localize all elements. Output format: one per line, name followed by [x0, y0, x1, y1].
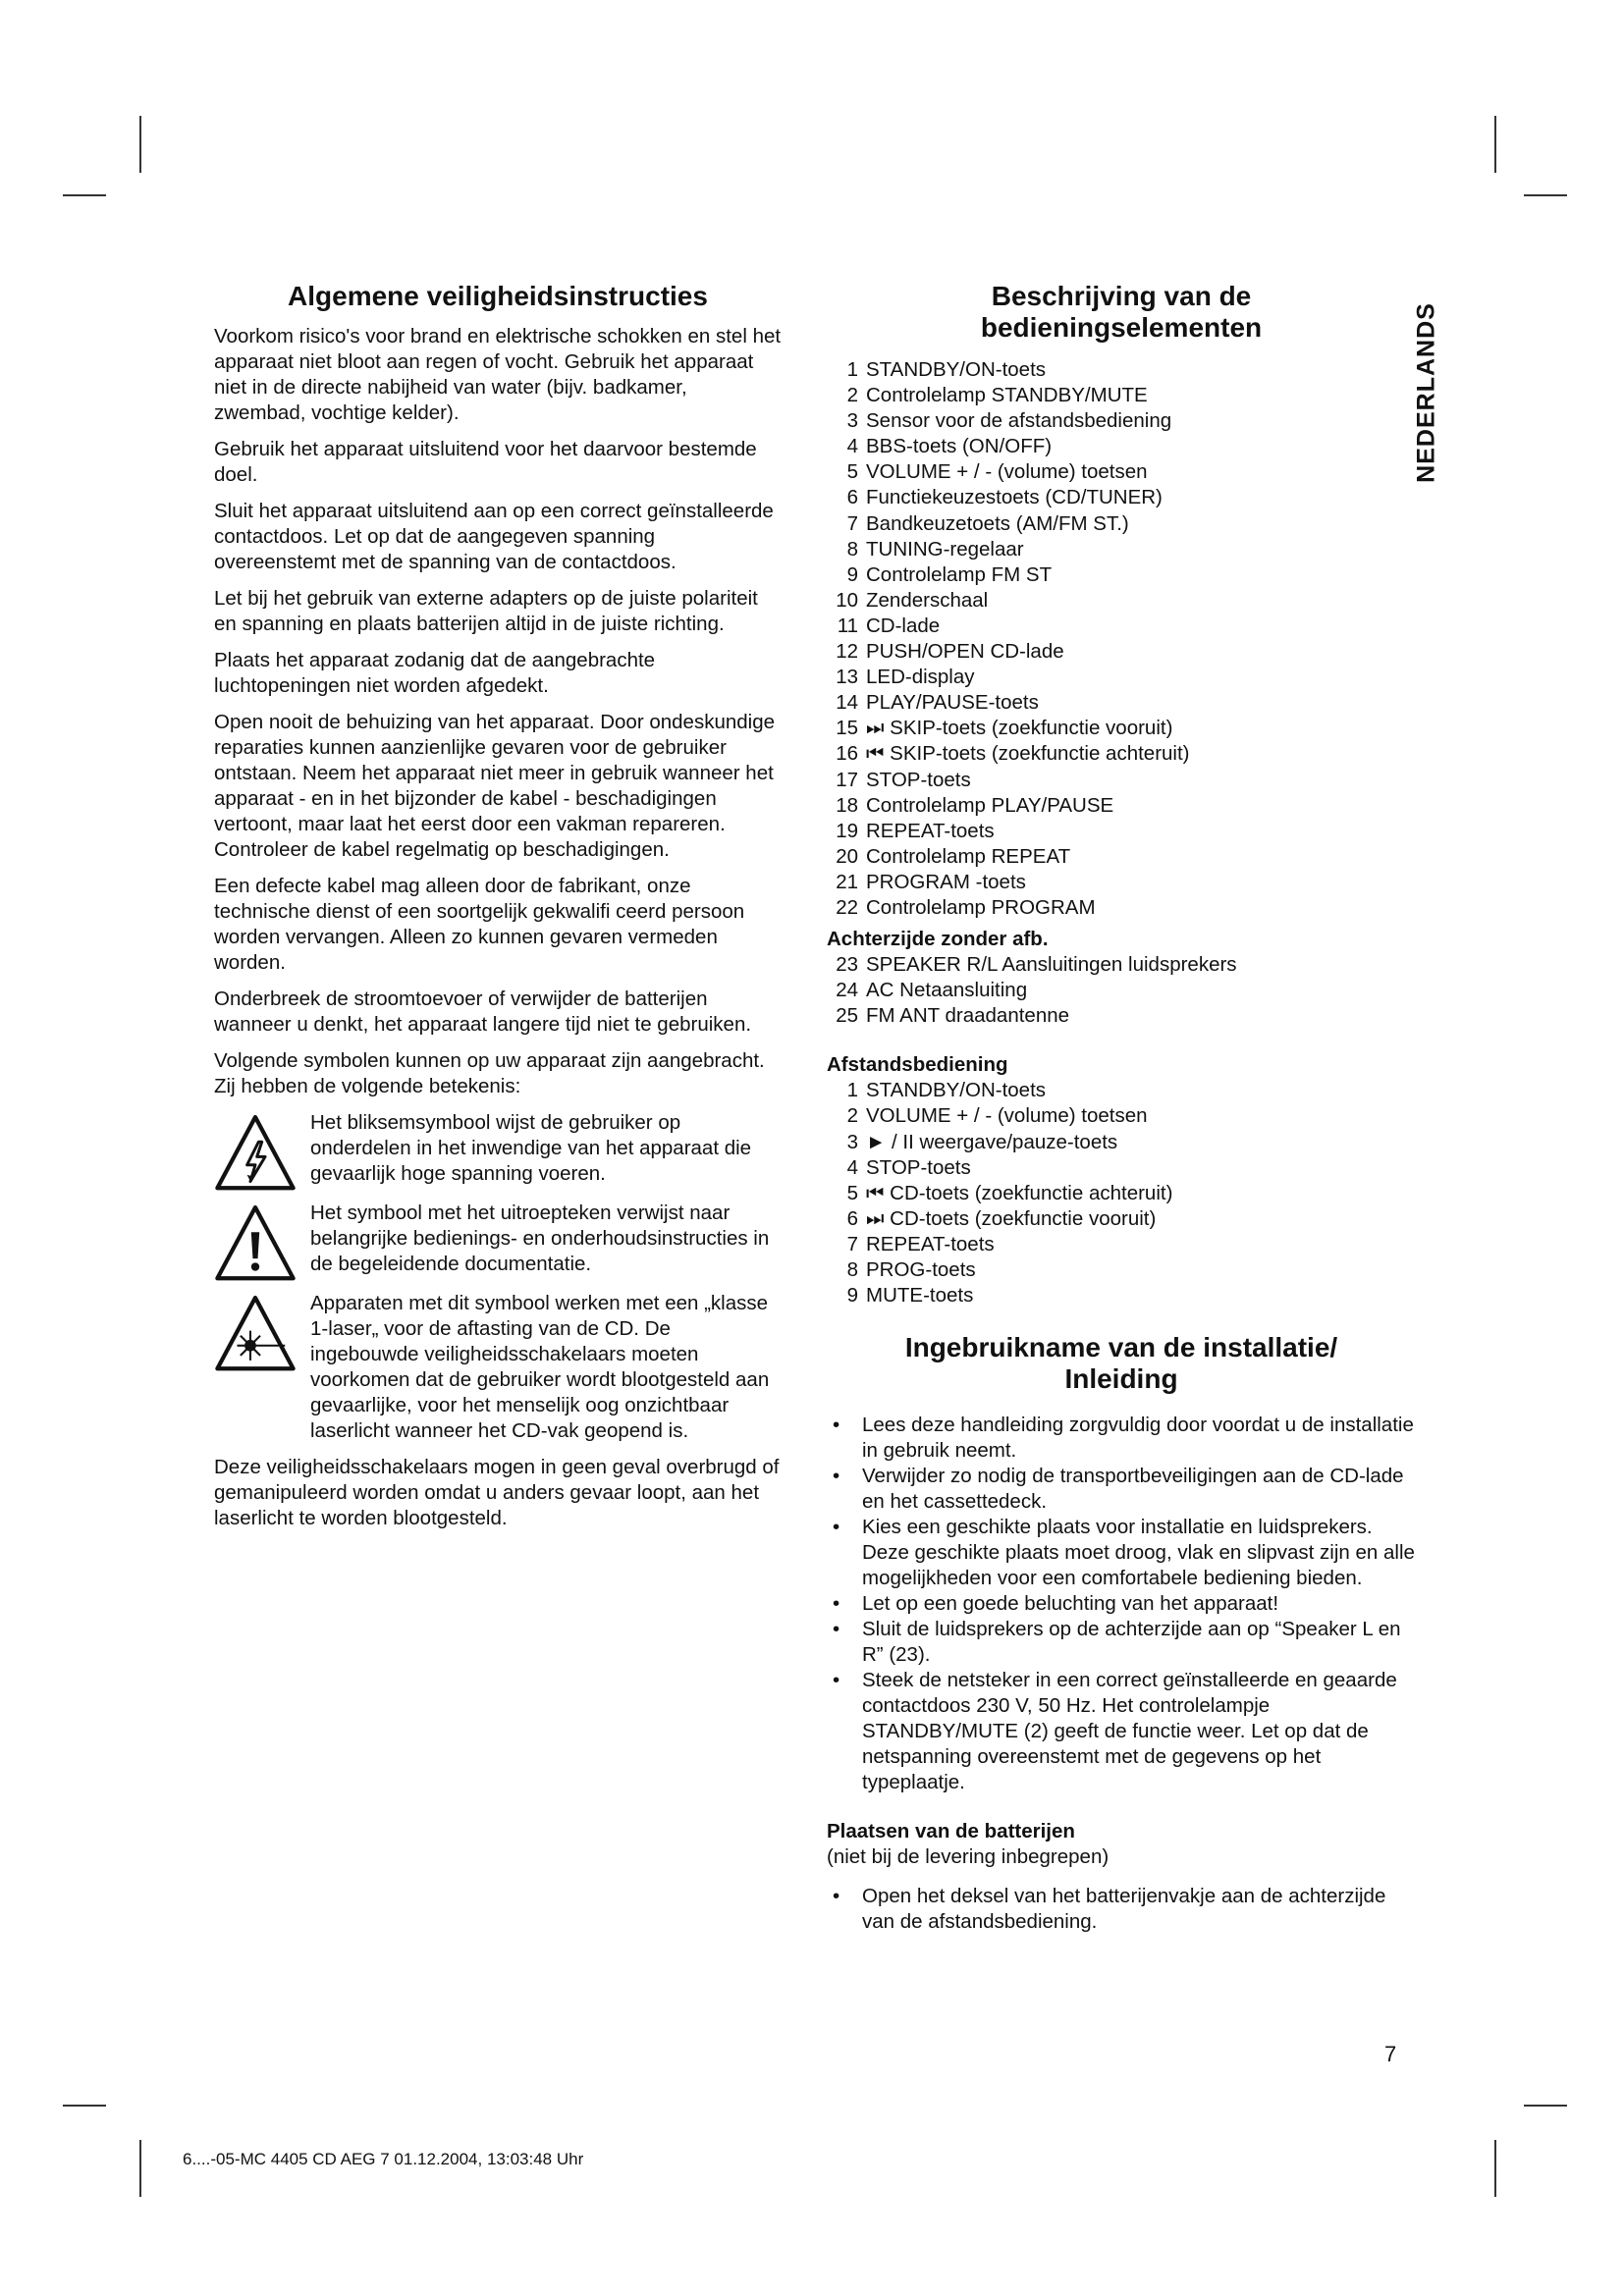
control-item — [827, 639, 1416, 665]
item-text: CD-lade — [866, 614, 941, 637]
item-number: 8 — [846, 1258, 858, 1281]
remote-item — [827, 1232, 1416, 1257]
item-text: VOLUME + / - (volume) toetsen — [866, 1104, 1148, 1128]
control-item — [827, 408, 1416, 434]
safety-paragraph: Sluit het apparaat uitsluitend aan op een correct geïnstalleerde contactdoos. Let op dat de aangegeven spanning overeenstemt met de spanning van de contactdoos. — [214, 500, 774, 573]
remote-item — [827, 1130, 1416, 1155]
item-number: 4 — [846, 435, 858, 458]
controls-list — [827, 357, 1416, 921]
item-text: PROGRAM -toets — [866, 870, 1026, 893]
item-number: 20 — [836, 844, 858, 868]
symbol-row-lightning — [214, 1110, 782, 1195]
control-item — [827, 562, 1416, 588]
item-number: 2 — [846, 1104, 858, 1128]
item-number: 6 — [846, 1206, 858, 1230]
item-number: 2 — [846, 384, 858, 407]
remote-item — [827, 1181, 1416, 1206]
item-text: Controlelamp REPEAT — [866, 844, 1071, 868]
item-text: PUSH/OPEN CD-lade — [866, 640, 1064, 664]
safety-paragraph: Voorkom risico's voor brand en elektrische schokken en stel het apparaat niet bloot aan regen of vocht. Gebruik het apparaat niet in de directe nabijheid van water (bijv. badkamer, zwembad, vochtige kelder). — [214, 325, 782, 424]
safety-paragraph: Een defecte kabel mag alleen door de fabrikant, onze technische dienst of een soortgelijk gekwalifi ceerd persoon worden vervangen. Alleen zo kunnen gevaren vermeden worden. — [214, 875, 745, 974]
item-text: ⏮ CD-toets (zoekfunctie achteruit) — [866, 1181, 1173, 1204]
safety-paragraph: Volgende symbolen kunnen op uw apparaat zijn aangebracht. Zij hebben de volgende betekenis: — [214, 1049, 765, 1097]
remote-item — [827, 1078, 1416, 1103]
safety-paragraph: Plaats het apparaat zodanig dat de aangebrachte luchtopeningen niet worden afgedekt. — [214, 649, 656, 697]
item-text: FM ANT draadantenne — [866, 1004, 1070, 1028]
item-number: 1 — [846, 1079, 858, 1102]
control-item — [827, 485, 1416, 510]
item-number: 3 — [846, 1130, 858, 1153]
language-tab — [1404, 285, 1449, 501]
item-number: 15 — [836, 717, 858, 740]
symbol-row-laser — [214, 1291, 782, 1444]
item-text: PROG-toets — [866, 1258, 976, 1281]
remote-list — [827, 1078, 1416, 1308]
back-side-list — [827, 952, 1416, 1029]
control-item — [827, 819, 1416, 844]
remote-item — [827, 1155, 1416, 1181]
item-text: ⏭ SKIP-toets (zoekfunctie vooruit) — [866, 717, 1173, 740]
laser-warning-icon — [214, 1293, 297, 1375]
item-number: 6 — [846, 486, 858, 509]
item-number: 13 — [836, 666, 858, 689]
item-number: 16 — [836, 742, 858, 766]
control-item — [827, 614, 1416, 639]
item-number: 24 — [836, 979, 858, 1002]
install-bullet: • Sluit de luidsprekers op de achterzijde aan op “Speaker L en R” (23). — [827, 1617, 1416, 1668]
print-footer: 6....-05-MC 4405 CD AEG 7 01.12.2004, 13:03:48 Uhr — [183, 2150, 584, 2168]
item-text: ► / II weergave/pauze-toets — [866, 1130, 1118, 1153]
controls-title-line2: bedieningselementen — [980, 312, 1263, 343]
symbol-description: Het symbool met het uitroepteken verwijst naar belangrijke bedienings- en onderhoudsinstructies in de begeleidende documentatie. — [310, 1201, 770, 1275]
back-side-item — [827, 1003, 1416, 1029]
control-item — [827, 357, 1416, 383]
controls-column — [827, 281, 1416, 1935]
safety-column — [214, 281, 782, 1542]
control-item — [827, 665, 1416, 690]
remote-item — [827, 1103, 1416, 1129]
control-item — [827, 793, 1416, 819]
control-item — [827, 511, 1416, 537]
crop-mark — [139, 116, 141, 173]
control-item — [827, 870, 1416, 895]
safety-closing: Deze veiligheidsschakelaars mogen in geen geval overbrugd of gemanipuleerd worden omdat u anders gevaar loopt, aan het laserlicht te worden blootgesteld. — [214, 1456, 780, 1529]
item-number: 5 — [846, 460, 858, 484]
safety-title: Algemene veiligheidsinstructies — [288, 281, 708, 311]
control-item — [827, 741, 1416, 767]
controls-title-line1: Beschrijving van de — [991, 281, 1252, 311]
symbol-description: Apparaten met dit symbool werken met een „klasse 1-laser„ voor de aftasting van de CD. De ingebouwde veiligheidsschakelaars moeten voorkomen dat de gebruiker wordt blootgesteld aan gevaarlijke, voor het menselijk oog onzichtbaar laserlicht wanneer het CD-vak geopend is. — [310, 1292, 770, 1442]
item-text: SPEAKER R/L Aansluitingen luidsprekers — [866, 953, 1237, 977]
item-number: 11 — [837, 614, 858, 637]
item-number: 22 — [836, 895, 858, 919]
item-number: 4 — [846, 1155, 858, 1179]
control-item — [827, 716, 1416, 741]
crop-mark — [1494, 2140, 1496, 2197]
item-text: REPEAT-toets — [866, 1232, 995, 1255]
item-text: Bandkeuzetoets (AM/FM ST.) — [866, 511, 1129, 535]
item-text: MUTE-toets — [866, 1284, 974, 1308]
control-item — [827, 895, 1416, 921]
item-text: STANDBY/ON-toets — [866, 358, 1047, 381]
exclamation-warning-icon — [214, 1202, 297, 1285]
crop-mark — [1494, 116, 1496, 173]
control-item — [827, 844, 1416, 870]
item-text: ⏭ CD-toets (zoekfunctie vooruit) — [866, 1206, 1157, 1230]
remote-item — [827, 1257, 1416, 1283]
install-bullet: • Steek de netsteker in een correct geïnstalleerde en geaarde contactdoos 230 V, 50 Hz. Het controlelampje STANDBY/MUTE (2) geeft de functie weer. Let op dat de netspanning overeenstemt met de gegevens op het typeplaatje. — [827, 1668, 1416, 1795]
item-number: 10 — [836, 588, 858, 612]
language-label: NEDERLANDS — [1412, 302, 1440, 483]
install-title — [827, 1332, 1416, 1395]
safety-paragraph: Onderbreek de stroomtoevoer of verwijder de batterijen wanneer u denkt, het apparaat langere tijd niet te gebruiken. — [214, 988, 752, 1036]
item-text: REPEAT-toets — [866, 819, 995, 842]
crop-mark — [63, 2105, 106, 2107]
item-text: STANDBY/ON-toets — [866, 1079, 1047, 1102]
item-text: Controlelamp PLAY/PAUSE — [866, 793, 1114, 817]
install-bullet: • Kies een geschikte plaats voor installatie en luidsprekers. Deze geschikte plaats moet droog, vlak en slipvast zijn en alle mogelijkheden voor een comfortabele bediening bieden. — [827, 1515, 1416, 1591]
lightning-warning-icon — [214, 1112, 297, 1195]
item-number: 7 — [846, 511, 858, 535]
install-bullet: • Lees deze handleiding zorgvuldig door voordat u de installatie in gebruik neemt. — [827, 1413, 1416, 1464]
item-text: STOP-toets — [866, 768, 971, 791]
control-item — [827, 383, 1416, 408]
item-number: 1 — [846, 358, 858, 381]
item-number: 18 — [836, 793, 858, 817]
safety-paragraph: Let bij het gebruik van externe adapters op de juiste polariteit en spanning en plaats batterijen altijd in de juiste richting. — [214, 587, 758, 635]
item-number: 23 — [836, 953, 858, 977]
back-side-heading: Achterzijde zonder afb. — [827, 928, 1049, 951]
item-text: TUNING-regelaar — [866, 537, 1024, 561]
item-number: 7 — [846, 1232, 858, 1255]
install-bullet: • Verwijder zo nodig de transportbeveiligingen aan de CD-lade en het cassettedeck. — [827, 1464, 1416, 1515]
item-number: 5 — [846, 1181, 858, 1204]
battery-bullet: • Open het deksel van het batterijenvakje aan de achterzijde van de afstandsbediening. — [827, 1884, 1416, 1935]
item-text: Sensor voor de afstandsbediening — [866, 409, 1172, 433]
item-number: 8 — [846, 537, 858, 561]
controls-title — [827, 281, 1416, 344]
item-text: Controlelamp FM ST — [866, 562, 1053, 586]
item-number: 21 — [836, 870, 858, 893]
item-text: LED-display — [866, 666, 975, 689]
crop-mark — [1524, 2105, 1567, 2107]
battery-bullet-list — [827, 1884, 1416, 1935]
item-number: 25 — [836, 1004, 858, 1028]
remote-item — [827, 1206, 1416, 1232]
control-item — [827, 690, 1416, 716]
install-title-line1: Ingebruikname van de installatie/ — [904, 1332, 1338, 1363]
install-bullet-list — [827, 1413, 1416, 1795]
item-text: Controlelamp PROGRAM — [866, 895, 1096, 919]
back-side-item — [827, 978, 1416, 1003]
item-number: 12 — [836, 640, 858, 664]
item-text: STOP-toets — [866, 1155, 971, 1179]
item-text: AC Netaansluiting — [866, 979, 1028, 1002]
crop-mark — [63, 194, 106, 196]
install-title-line2: Inleiding — [1064, 1363, 1178, 1395]
item-text: Zenderschaal — [866, 588, 989, 612]
item-number: 9 — [846, 1284, 858, 1308]
control-item — [827, 588, 1416, 614]
item-text: PLAY/PAUSE-toets — [866, 691, 1039, 715]
back-side-item — [827, 952, 1416, 978]
item-text: Functiekeuzestoets (CD/TUNER) — [866, 486, 1163, 509]
install-bullet: • Let op een goede beluchting van het apparaat! — [827, 1591, 1416, 1617]
item-number: 17 — [836, 768, 858, 791]
crop-mark — [139, 2140, 141, 2197]
control-item — [827, 434, 1416, 459]
control-item — [827, 459, 1416, 485]
control-item — [827, 768, 1416, 793]
item-number: 19 — [836, 819, 858, 842]
battery-heading: Plaatsen van de batterijen — [827, 1820, 1075, 1843]
crop-mark — [1524, 194, 1567, 196]
symbol-description: Het bliksemsymbool wijst de gebruiker op onderdelen in het inwendige van het apparaat die gevaarlijk hoge spanning voeren. — [310, 1111, 752, 1185]
symbol-row-exclamation — [214, 1201, 782, 1285]
remote-item — [827, 1283, 1416, 1308]
control-item — [827, 537, 1416, 562]
page-number: 7 — [1384, 2042, 1397, 2066]
item-text: BBS-toets (ON/OFF) — [866, 435, 1053, 458]
item-text: Controlelamp STANDBY/MUTE — [866, 384, 1148, 407]
item-number: 14 — [836, 691, 858, 715]
safety-paragraph: Gebruik het apparaat uitsluitend voor het daarvoor bestemde doel. — [214, 438, 757, 486]
item-number: 9 — [846, 562, 858, 586]
safety-paragraph: Open nooit de behuizing van het apparaat. Door ondeskundige reparaties kunnen aanzienlijke gevaren voor de gebruiker ontstaan. Neem het apparaat niet meer in gebruik wanneer het apparaat - en in het bijzonder de kabel - beschadigingen vertoont, maar laat het eerst door een vakman repareren. Controleer de kabel regelmatig op beschadigingen. — [214, 711, 776, 861]
battery-subtitle: (niet bij de levering inbegrepen) — [827, 1845, 1110, 1869]
remote-heading: Afstandsbediening — [827, 1053, 1008, 1077]
item-text: ⏮ SKIP-toets (zoekfunctie achteruit) — [866, 742, 1190, 766]
item-text: VOLUME + / - (volume) toetsen — [866, 460, 1148, 484]
item-number: 3 — [846, 409, 858, 433]
